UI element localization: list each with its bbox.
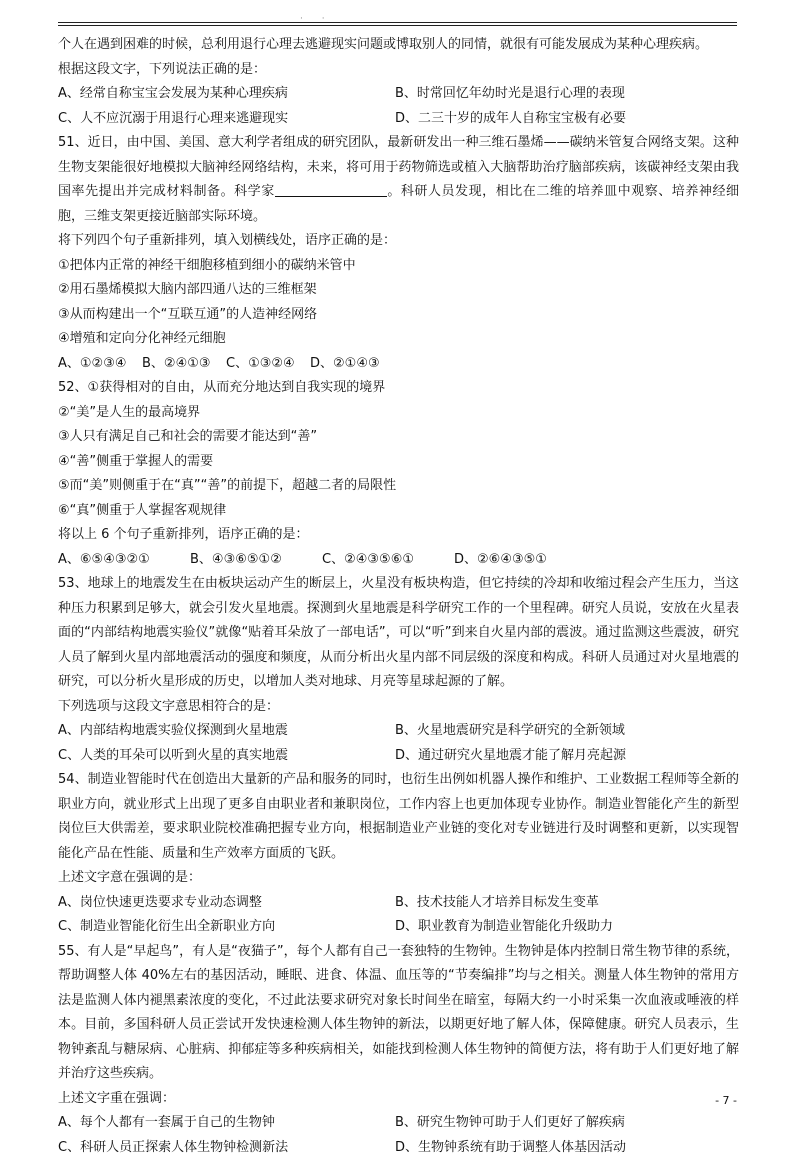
page-number: - 7 - <box>715 1094 737 1107</box>
header-rule-top <box>58 22 737 23</box>
intro-passage: 个人在遇到困难的时候，总利用退行心理去逃避现实问题或博取别人的同情，就很有可能发展成为某种心理疾病。 <box>58 33 739 58</box>
q55-options-row-2 <box>58 1136 739 1160</box>
intro-option-c[interactable]: C、人不应沉溺于用退行心理来逃避现实 <box>58 107 395 132</box>
intro-options-row-2 <box>58 107 739 132</box>
q54-option-d[interactable]: D、职业教育为制造业智能化升级助力 <box>395 915 732 940</box>
q53-option-d[interactable]: D、通过研究火星地震才能了解月亮起源 <box>395 744 732 769</box>
q51-option-a[interactable]: A、①②③④ <box>58 352 142 377</box>
page-content <box>58 33 739 1160</box>
q52-sentence-4: ④“善”侧重于掌握人的需要 <box>58 450 739 475</box>
intro-options-row-1 <box>58 82 739 107</box>
intro-option-b[interactable]: B、时常回忆年幼时光是退行心理的表现 <box>395 82 732 107</box>
q51-sentence-3: ③从而构建出一个“互联互通”的人造神经网络 <box>58 303 739 328</box>
q51-option-d[interactable]: D、②①④③ <box>310 352 394 377</box>
q53-option-a[interactable]: A、内部结构地震实验仪探测到火星地震 <box>58 719 395 744</box>
q54-option-c[interactable]: C、制造业智能化衍生出全新职业方向 <box>58 915 395 940</box>
q51-fill-blank <box>275 182 387 197</box>
q52-prompt: 将以上 6 个句子重新排列，语序正确的是： <box>58 523 739 548</box>
q51-sentence-1: ①把体内正常的神经干细胞移植到细小的碳纳米管中 <box>58 254 739 279</box>
q52-sentence-1: 52、①获得相对的自由，从而充分地达到自我实现的境界 <box>58 376 739 401</box>
q53-option-b[interactable]: B、火星地震研究是科学研究的全新领域 <box>395 719 732 744</box>
q52-option-a[interactable]: A、⑥⑤④③②① <box>58 548 190 573</box>
q54-options-row-1 <box>58 891 739 916</box>
q52-sentence-2: ②“美”是人生的最高境界 <box>58 401 739 426</box>
q54-options-row-2 <box>58 915 739 940</box>
q53-passage: 53、地球上的地震发生在由板块运动产生的断层上，火星没有板块构造，但它持续的冷却和收缩过程会产生压力，当这种压力积累到足够大，就会引发火星地震。探测到火星地震是科学研究工作的一个里程碑。研究人员说，安放在火星表面的“内部结构地震实验仪”就像“贴着耳朵放了一部电话”，可以“听”到来自火星内部的震波。通过监测这些震波，研究人员了解到火星内部地震活动的强度和频度，从而分析出火星内部不同层级的深度和构成。科研人员通过对火星地震的研究，可以分析火星形成的历史，以增加人类对地球、月亮等星球起源的了解。 <box>58 572 739 695</box>
q54-option-a[interactable]: A、岗位快速更迭要求专业动态调整 <box>58 891 395 916</box>
q51-passage-part2: 。科研人员发现，相比在二维的培养皿中观察、培养神经细胞，三维支架更接近脑部实际环境。 <box>58 184 739 224</box>
q55-option-b[interactable]: B、研究生物钟可助于人们更好了解疾病 <box>395 1111 732 1136</box>
q52-sentence-5: ⑤而“美”则侧重于在“真”“善”的前提下，超越二者的局限性 <box>58 474 739 499</box>
header-mark: · · <box>300 14 333 24</box>
q52-sentence-3: ③人只有满足自己和社会的需要才能达到“善” <box>58 425 739 450</box>
q51-passage <box>58 131 739 229</box>
q52-option-c[interactable]: C、②④③⑤⑥① <box>322 548 454 573</box>
q55-prompt: 上述文字重在强调： <box>58 1087 739 1112</box>
intro-option-a[interactable]: A、经常自称宝宝会发展为某种心理疾病 <box>58 82 395 107</box>
intro-option-d[interactable]: D、二三十岁的成年人自称宝宝极有必要 <box>395 107 732 132</box>
q55-option-c[interactable]: C、科研人员正探索人体生物钟检测新法 <box>58 1136 395 1160</box>
header-rule-bottom <box>58 25 737 26</box>
q55-option-a[interactable]: A、每个人都有一套属于自己的生物钟 <box>58 1111 395 1136</box>
q51-option-b[interactable]: B、②④①③ <box>142 352 226 377</box>
q53-prompt: 下列选项与这段文字意思相符合的是： <box>58 695 739 720</box>
q52-option-b[interactable]: B、④③⑥⑤①② <box>190 548 322 573</box>
q54-option-b[interactable]: B、技术技能人才培养目标发生变革 <box>395 891 732 916</box>
q55-options-row-1 <box>58 1111 739 1136</box>
q53-options-row-1 <box>58 719 739 744</box>
q51-prompt: 将下列四个句子重新排列，填入划横线处，语序正确的是： <box>58 229 739 254</box>
q54-passage: 54、制造业智能时代在创造出大量新的产品和服务的同时，也衍生出例如机器人操作和维护、工业数据工程师等全新的职业方向，就业形式上出现了更多自由职业者和兼职岗位，工作内容上也更加体现专业协作。制造业智能化产生的新型岗位巨大供需差，要求职业院校准确把握专业方向，根据制造业产业链的变化对专业链进行及时调整和更新，以实现智能化产品在性能、质量和生产效率方面质的飞跃。 <box>58 768 739 866</box>
q53-option-c[interactable]: C、人类的耳朵可以听到火星的真实地震 <box>58 744 395 769</box>
q55-option-d[interactable]: D、生物钟系统有助于调整人体基因活动 <box>395 1136 732 1160</box>
q53-options-row-2 <box>58 744 739 769</box>
q51-sentence-2: ②用石墨烯模拟大脑内部四通八达的三维框架 <box>58 278 739 303</box>
q54-prompt: 上述文字意在强调的是： <box>58 866 739 891</box>
q55-passage: 55、有人是“早起鸟”，有人是“夜猫子”，每个人都有自己一套独特的生物钟。生物钟是体内控制日常生物节律的系统，帮助调整人体 40%左右的基因活动，睡眠、进食、体温、血压等的“节奏编排”均与之相关。测量人体生物钟的常用方法是监测人体内褪黑素浓度的变化，不过此法要求研究对象长时间坐在暗室，每隔大约一小时采集一次血液或唾液的样本。目前，多国科研人员正尝试开发快速检测人体生物钟的新法，以期更好地了解人体，保障健康。研究人员表示，生物钟紊乱与糖尿病、心脏病、抑郁症等多种疾病相关，如能找到检测人体生物钟的简便方法，将有助于人们更好地了解并治疗这些疾病。 <box>58 940 739 1087</box>
q52-sentence-6: ⑥“真”侧重于人掌握客观规律 <box>58 499 739 524</box>
q51-options <box>58 352 739 377</box>
q52-option-d[interactable]: D、②⑥④③⑤① <box>454 548 586 573</box>
q51-passage-part1: 51、近日，由中国、美国、意大利学者组成的研究团队，最新研发出一种三维石墨烯——碳纳米管复合网络支架。这种生物支架能很好地模拟大脑神经网络结构，未来，将可用于药物筛选或植入大脑帮助治疗脑部疾病，该碳神经支架由我国率先提出并完成材料制备。科学家 <box>58 135 739 199</box>
q52-options <box>58 548 739 573</box>
q51-option-c[interactable]: C、①③②④ <box>226 352 310 377</box>
intro-prompt: 根据这段文字，下列说法正确的是： <box>58 58 739 83</box>
q51-sentence-4: ④增殖和定向分化神经元细胞 <box>58 327 739 352</box>
